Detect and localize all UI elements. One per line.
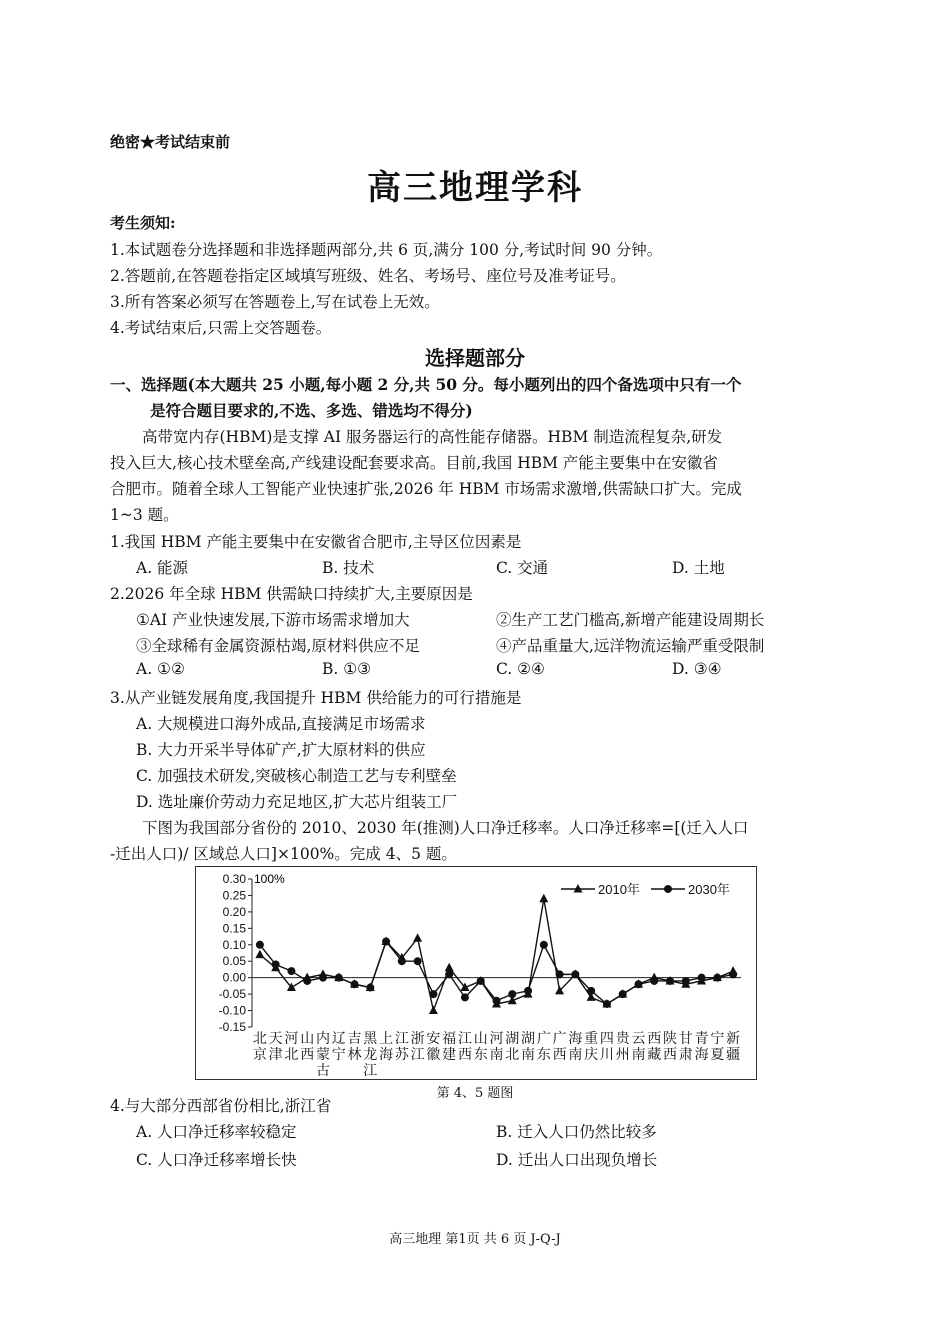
q1-option-b: B. 技术 [322, 559, 375, 577]
x-category-char: 庆 [584, 1046, 599, 1062]
data-point-circle [398, 957, 406, 965]
data-point-circle [619, 990, 627, 998]
legend-label: 2030年 [688, 882, 730, 897]
x-category-char: 南 [631, 1046, 646, 1062]
data-point-circle [382, 937, 390, 945]
data-point-circle [698, 974, 706, 982]
x-category-char: 海 [379, 1046, 394, 1062]
y-tick-label: 0.15 [222, 921, 246, 936]
data-point-circle [303, 977, 311, 985]
legend-marker-circle [664, 885, 672, 893]
data-point-circle [335, 974, 343, 982]
x-category-label [458, 1030, 472, 1062]
x-category-label [363, 1030, 378, 1078]
section-title: 选择题部分 [425, 346, 525, 370]
x-category-char: 重 [584, 1030, 599, 1046]
x-category-char: 青 [694, 1030, 709, 1046]
y-tick-label: 0.20 [222, 904, 246, 919]
data-point-circle [571, 970, 579, 978]
x-category-char: 徽 [426, 1046, 441, 1062]
x-category-char: 海 [694, 1046, 709, 1062]
exam-title: 高三地理学科 [367, 168, 583, 208]
x-category-label [332, 1030, 346, 1062]
q2-option-c: C. ②④ [496, 660, 545, 678]
migration-rate-chart [195, 866, 757, 1080]
x-category-label [616, 1030, 631, 1062]
y-tick-label: 0.05 [222, 954, 246, 969]
x-category-char: 林 [347, 1046, 362, 1062]
data-point-circle [493, 997, 501, 1005]
x-category-char: 夏 [710, 1046, 725, 1062]
data-point-circle [508, 990, 516, 998]
x-category-label [269, 1030, 283, 1062]
data-point-triangle [539, 894, 548, 903]
x-category-label [395, 1030, 410, 1062]
x-category-char: 州 [615, 1046, 630, 1062]
x-category-label [253, 1030, 267, 1062]
x-category-char: 黑 [363, 1030, 378, 1046]
x-category-label [474, 1030, 488, 1062]
question-4-stem: 4.与大部分西部省份相比,浙江省 [110, 1097, 332, 1115]
data-point-circle [603, 1000, 611, 1008]
legend-label: 2010年 [598, 882, 640, 897]
x-category-char: 上 [379, 1030, 394, 1046]
notice-item: 3.所有答案必须写在答题卷上,写在试卷上无效。 [110, 293, 440, 311]
data-point-circle [540, 941, 548, 949]
passage2-line: 下图为我国部分省份的 2010、2030 年(推测)人口净迁移率。人口净迁移率=[(迁入人口 [142, 819, 749, 837]
x-category-char: 贵 [615, 1030, 630, 1046]
x-category-char: 西 [647, 1030, 662, 1046]
data-point-circle [319, 974, 327, 982]
x-category-char: 安 [426, 1030, 441, 1046]
x-category-label [300, 1030, 314, 1062]
series-line-triangle [260, 899, 733, 1011]
notice-heading: 考生须知: [110, 214, 176, 232]
question-3-stem: 3.从产业链发展角度,我国提升 HBM 供给能力的可行措施是 [110, 689, 522, 707]
data-point-triangle [429, 1006, 438, 1015]
x-category-label [726, 1030, 740, 1062]
y-tick-label: 0.10 [222, 937, 246, 952]
x-category-char: 江 [457, 1030, 472, 1046]
y-tick-label: 0.25 [222, 888, 246, 903]
x-category-char: 江 [394, 1030, 409, 1046]
x-category-char: 广 [552, 1030, 567, 1046]
x-category-label [284, 1030, 298, 1062]
legend-marker-triangle [574, 884, 583, 893]
data-point-circle [650, 977, 658, 985]
x-category-char: 天 [268, 1030, 283, 1046]
x-category-char: 海 [568, 1030, 583, 1046]
data-point-circle [366, 984, 374, 992]
x-category-label [710, 1030, 724, 1062]
x-category-char: 河 [284, 1030, 299, 1046]
data-point-circle [351, 980, 359, 988]
passage-line: 合肥市。随着全球人工智能产业快速扩张,2026 年 HBM 市场需求激增,供需缺口扩大。完成 [110, 480, 742, 498]
data-point-circle [445, 970, 453, 978]
x-category-char: 云 [631, 1030, 646, 1046]
x-category-char: 江 [363, 1062, 378, 1078]
question-1-stem: 1.我国 HBM 产能主要集中在安徽省合肥市,主导区位因素是 [110, 533, 522, 551]
x-category-char: 内 [315, 1030, 330, 1046]
x-category-char: 苏 [394, 1046, 409, 1062]
x-category-label [647, 1030, 661, 1062]
data-point-circle [461, 993, 469, 1001]
q4-option-c: C. 人口净迁移率增长快 [136, 1151, 297, 1169]
q3-option-b: B. 大力开采半导体矿产,扩大原材料的供应 [136, 741, 426, 759]
data-point-circle [524, 987, 532, 995]
x-category-char: 南 [568, 1046, 583, 1062]
x-category-char: 山 [473, 1030, 488, 1046]
data-point-circle [477, 977, 485, 985]
x-category-char: 龙 [363, 1046, 378, 1062]
data-point-circle [556, 970, 564, 978]
x-category-char: 湖 [505, 1030, 520, 1046]
x-category-label [442, 1030, 456, 1062]
x-category-char: 北 [252, 1030, 267, 1046]
q4-option-a: A. 人口净迁移率较稳定 [136, 1123, 297, 1141]
x-category-label [679, 1030, 693, 1062]
x-category-char: 南 [521, 1046, 536, 1062]
x-category-char: 辽 [331, 1030, 346, 1046]
x-category-char: 西 [300, 1046, 315, 1062]
x-category-label [600, 1030, 614, 1062]
q2-statement-2: ②生产工艺门槛高,新增产能建设周期长 [496, 611, 765, 629]
chart-unit-label: 100% [254, 872, 285, 886]
x-category-char: 东 [473, 1046, 488, 1062]
x-category-char: 广 [536, 1030, 551, 1046]
x-category-char: 藏 [647, 1046, 662, 1062]
x-category-char: 东 [536, 1046, 551, 1062]
x-category-char: 四 [599, 1030, 614, 1046]
passage-line: 1~3 题。 [110, 506, 179, 524]
y-tick-label: -0.15 [218, 1020, 246, 1034]
x-category-label [584, 1030, 598, 1062]
data-point-circle [272, 961, 280, 969]
data-point-circle [682, 977, 690, 985]
x-category-char: 津 [268, 1046, 283, 1062]
x-category-label [568, 1030, 582, 1062]
q1-option-d: D. 土地 [672, 559, 725, 577]
x-category-char: 宁 [331, 1046, 346, 1062]
x-category-char: 河 [489, 1030, 504, 1046]
y-tick-label: 0.00 [222, 970, 246, 985]
x-category-label [348, 1030, 362, 1062]
data-point-circle [713, 974, 721, 982]
y-tick-label: -0.10 [218, 1003, 246, 1018]
q2-statement-1: ①AI 产业快速发展,下游市场需求增加大 [136, 611, 410, 629]
section-instructions: 一、选择题(本大题共 25 小题,每小题 2 分,共 50 分。每小题列出的四个备选项中只有一个 [110, 375, 742, 394]
q2-option-b: B. ①③ [322, 660, 372, 678]
x-category-char: 京 [252, 1046, 267, 1062]
q1-option-a: A. 能源 [136, 559, 189, 577]
data-point-circle [414, 957, 422, 965]
x-category-char: 西 [552, 1046, 567, 1062]
chart-caption: 第 4、5 题图 [436, 1086, 514, 1101]
x-category-char: 疆 [726, 1046, 741, 1062]
q4-option-b: B. 迁入人口仍然比较多 [496, 1123, 657, 1141]
q3-option-c: C. 加强技术研发,突破核心制造工艺与专利壁垒 [136, 767, 457, 785]
x-category-char: 吉 [347, 1030, 362, 1046]
x-category-char: 川 [599, 1046, 614, 1062]
passage-line: 高带宽内存(HBM)是支撑 AI 服务器运行的高性能存储器。HBM 制造流程复杂,研发 [142, 428, 723, 446]
x-category-label [490, 1030, 504, 1062]
q2-option-d: D. ③④ [672, 660, 722, 678]
x-category-char: 北 [505, 1046, 520, 1062]
x-category-label [505, 1030, 519, 1062]
x-category-char: 陕 [663, 1030, 678, 1046]
passage2-line: -迁出人口)/ 区域总人口]×100%。完成 4、5 题。 [110, 845, 457, 863]
x-category-label [695, 1030, 709, 1062]
x-category-char: 福 [442, 1030, 457, 1046]
x-category-label [411, 1030, 425, 1062]
x-category-char: 肃 [678, 1046, 693, 1062]
confidential-mark: 绝密★考试结束前 [110, 133, 231, 151]
q2-statement-3: ③全球稀有金属资源枯竭,原材料供应不足 [136, 637, 420, 655]
x-category-char: 建 [442, 1046, 457, 1062]
x-category-char: 西 [663, 1046, 678, 1062]
data-point-circle [256, 941, 264, 949]
question-2-stem: 2.2026 年全球 HBM 供需缺口持续扩大,主要原因是 [110, 585, 473, 603]
x-category-char: 新 [726, 1030, 741, 1046]
data-point-circle [666, 977, 674, 985]
q3-option-d: D. 选址廉价劳动力充足地区,扩大芯片组装工厂 [136, 793, 458, 811]
x-category-char: 宁 [710, 1030, 725, 1046]
x-category-label [537, 1030, 551, 1062]
data-point-circle [634, 980, 642, 988]
data-point-circle [729, 970, 737, 978]
x-category-char: 湖 [521, 1030, 536, 1046]
passage-line: 投入巨大,核心技术壁垒高,产线建设配套要求高。目前,我国 HBM 产能主要集中在安徽省 [110, 454, 718, 472]
data-point-circle [587, 987, 595, 995]
data-point-circle [287, 967, 295, 975]
q2-option-a: A. ①② [136, 660, 185, 678]
x-category-label [316, 1030, 330, 1078]
x-category-char: 西 [457, 1046, 472, 1062]
q2-statement-4: ④产品重量大,远洋物流运输严重受限制 [496, 637, 765, 655]
q3-option-a: A. 大规模进口海外成品,直接满足市场需求 [136, 715, 426, 733]
x-category-char: 古 [315, 1062, 330, 1078]
data-point-triangle [445, 963, 454, 972]
chart-svg [196, 867, 756, 1079]
x-category-char: 蒙 [315, 1046, 330, 1062]
q4-option-d: D. 迁出人口出现负增长 [496, 1151, 658, 1169]
x-category-char: 南 [489, 1046, 504, 1062]
x-category-char: 北 [284, 1046, 299, 1062]
notice-item: 1.本试题卷分选择题和非选择题两部分,共 6 页,满分 100 分,考试时间 90 分钟。 [110, 241, 663, 259]
notice-item: 4.考试结束后,只需上交答题卷。 [110, 319, 332, 337]
y-tick-label: 0.30 [222, 872, 246, 886]
section-instructions-cont: 是符合题目要求的,不选、多选、错选均不得分) [150, 401, 473, 420]
q1-option-c: C. 交通 [496, 559, 549, 577]
x-category-char: 浙 [410, 1030, 425, 1046]
x-category-label [426, 1030, 440, 1062]
data-point-triangle [255, 950, 264, 959]
x-category-char: 江 [410, 1046, 425, 1062]
data-point-circle [429, 990, 437, 998]
series-line-circle [260, 941, 733, 1003]
x-category-label [521, 1030, 535, 1062]
x-category-label [631, 1030, 645, 1062]
page-footer: 高三地理 第1页 共 6 页 J-Q-J [389, 1232, 561, 1247]
x-category-char: 山 [300, 1030, 315, 1046]
y-tick-label: -0.05 [218, 987, 246, 1002]
x-category-label [663, 1030, 677, 1062]
x-category-label [553, 1030, 567, 1062]
x-category-label [379, 1030, 393, 1062]
data-point-triangle [413, 933, 422, 942]
x-category-char: 甘 [678, 1030, 693, 1046]
notice-item: 2.答题前,在答题卷指定区域填写班级、姓名、考场号、座位号及准考证号。 [110, 267, 626, 285]
